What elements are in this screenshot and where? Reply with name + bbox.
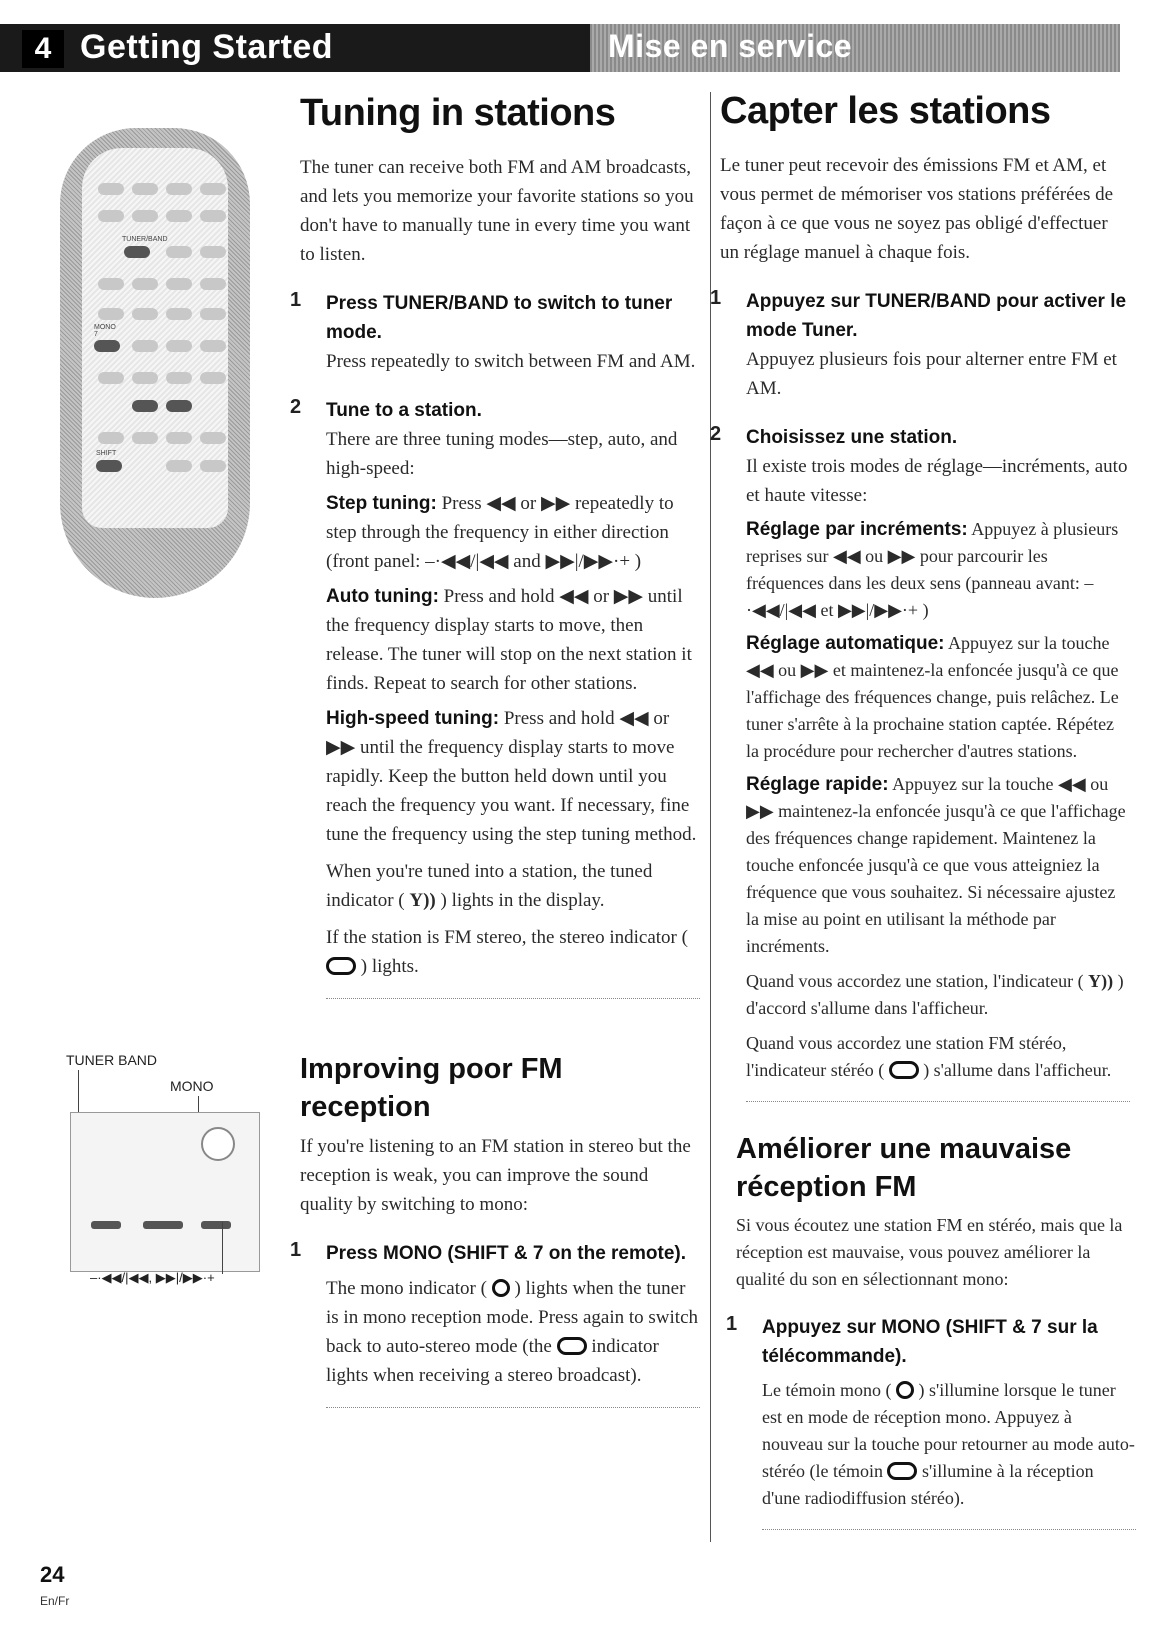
step-body: There are three tuning modes—step, auto, and high-speed: xyxy=(326,429,678,479)
step-title: Press TUNER/BAND to switch to tuner mode. xyxy=(326,293,673,343)
mono-text: The mono indicator ( xyxy=(326,1278,487,1299)
mono-text-end: s'illumine à la réception d'une radiodiffusion stéréo). xyxy=(762,1461,1094,1508)
tuned-text-end: ) d'accord s'allume dans l'afficheur. xyxy=(746,971,1124,1018)
section-rule xyxy=(326,989,700,999)
fm-title-fr: Améliorer une mauvaise réception FM xyxy=(736,1133,1072,1203)
section-title-fr: Mise en service xyxy=(608,28,853,64)
language-code: En/Fr xyxy=(40,1594,70,1608)
mono-text: Le témoin mono ( xyxy=(762,1380,892,1400)
remote-rewind-button xyxy=(132,400,158,412)
fm-intro-fr: Si vous écoutez une station FM en stéréo, mais que la réception est mauvaise, vous pouvez améliorer la qualité du son en sélectionnant mono: xyxy=(736,1215,1123,1289)
step-tuning-label: Step tuning: xyxy=(326,493,437,514)
step-tuning-text: Appuyez à plusieurs reprises sur ◀◀ ou ▶▶ pour parcourir les fréquences dans les deux sens (panneau avant: –·◀◀/|◀◀ et ▶▶|/▶▶·+ ) xyxy=(746,519,1119,620)
french-column xyxy=(710,90,1130,1102)
stereo-indicator-icon xyxy=(889,1061,919,1079)
step-number: 2 xyxy=(710,423,722,445)
remote-tuner-band-label: TUNER/BAND xyxy=(122,236,168,243)
english-column xyxy=(290,92,700,999)
remote-mono-button xyxy=(94,340,120,352)
english-fm-section xyxy=(290,1050,700,1408)
step-1-en xyxy=(290,289,700,376)
remote-shift-button xyxy=(96,460,122,472)
step-number: 1 xyxy=(710,287,722,309)
front-panel-box xyxy=(70,1112,260,1272)
page-number: 24 xyxy=(40,1562,65,1587)
panel-caption: –·◀◀/|◀◀, ▶▶|/▶▶·+ xyxy=(90,1270,215,1285)
step-title: Choisissez une station. xyxy=(746,427,958,448)
fm-intro-en: If you're listening to an FM station in stereo but the reception is weak, you can improve the sound quality by switching to mono: xyxy=(300,1136,691,1215)
tuned-indicator-icon: Y)) xyxy=(409,890,436,911)
tuned-text-end: ) lights in the display. xyxy=(440,890,605,911)
auto-tuning-label: Réglage automatique: xyxy=(746,633,945,654)
title-en: Tuning in stations xyxy=(300,92,616,134)
section-rule xyxy=(326,1398,700,1408)
section-number: 4 xyxy=(22,30,64,68)
mono-text-mid: ) s'illumine lorsque le tuner est en mode de réception mono. Appuyez à nouveau sur la touche pour retourner au mode auto-stéréo (le témoin xyxy=(762,1380,1135,1481)
step-2-fr xyxy=(710,423,1130,1102)
intro-en: The tuner can receive both FM and AM broadcasts, and lets you memorize your favorite stations so you don't have to manually tune in every time you want to listen. xyxy=(300,157,694,265)
panel-mono-label: MONO xyxy=(170,1078,214,1094)
step-number: 2 xyxy=(290,396,302,418)
stereo-indicator-icon xyxy=(887,1462,917,1480)
auto-tuning-text: Press and hold ◀◀ or ▶▶ until the frequency display starts to move, then release. The tuner will stop on the next station it finds. Repeat to search for other stations. xyxy=(326,586,692,694)
remote-mono-label: MONO 7 xyxy=(94,324,116,338)
high-speed-tuning-label: Réglage rapide: xyxy=(746,774,889,795)
high-speed-tuning-text: Appuyez sur la touche ◀◀ ou ▶▶ maintenez-la enfoncée jusqu'à ce que l'affichage des fréquences change rapidement. Maintenez la touche enfoncée jusqu'à ce que vous atteigniez la fréquence que vous souhaitez. Si nécessaire ajustez la mise au point en utilisant la méthode par incréments. xyxy=(746,774,1126,956)
step-tuning-label: Réglage par incréments: xyxy=(746,519,968,540)
step-number: 1 xyxy=(726,1313,738,1335)
step-1-fr xyxy=(710,287,1130,403)
step-title: Appuyez sur TUNER/BAND pour activer le mode Tuner. xyxy=(746,291,1127,341)
fm-step-en xyxy=(290,1239,700,1408)
step-number: 1 xyxy=(290,289,302,311)
mono-indicator-icon xyxy=(896,1381,914,1399)
section-rule xyxy=(746,1092,1130,1102)
auto-tuning-text: Appuyez sur la touche ◀◀ ou ▶▶ et maintenez-la enfoncée jusqu'à ce que l'affichage des fréquences change, puis relâchez. Le tuner s'arrête à la prochaine station captée. Répétez la procédure pour rechercher d'autres stations. xyxy=(746,633,1119,761)
stereo-text: If the station is FM stereo, the stereo indicator ( xyxy=(326,927,688,948)
step-body: Il existe trois modes de réglage—incréments, auto et haute vitesse: xyxy=(746,456,1128,506)
fm-title-en: Improving poor FM reception xyxy=(300,1053,563,1123)
tuned-text: Quand vous accordez une station, l'indicateur ( xyxy=(746,971,1084,991)
remote-tuner-band-button xyxy=(124,246,150,258)
step-body: Press repeatedly to switch between FM and AM. xyxy=(326,351,696,372)
step-number: 1 xyxy=(290,1239,302,1261)
section-rule xyxy=(762,1520,1136,1530)
step-2-en xyxy=(290,396,700,999)
panel-tuner-band-label: TUNER BAND xyxy=(66,1052,158,1068)
stereo-indicator-icon xyxy=(326,957,356,975)
mono-text-mid: ) lights when the tuner is in mono reception mode. Press again to switch back to auto-stereo mode (the xyxy=(326,1278,699,1357)
high-speed-tuning-text: Press and hold ◀◀ or ▶▶ until the frequency display starts to move rapidly. Keep the button held down until you reach the frequency you want. If necessary, fine tune the frequency using the step tuning method. xyxy=(326,708,697,845)
section-title-en: Getting Started xyxy=(80,28,334,66)
intro-fr: Le tuner peut recevoir des émissions FM et AM, et vous permet de mémoriser vos stations préférées de façon à ce que vous ne soyez pas obligé d'effectuer un réglage manuel à chaque fois. xyxy=(720,155,1114,263)
remote-control-illustration xyxy=(60,128,250,598)
remote-fast-forward-button xyxy=(166,400,192,412)
mono-text-end: indicator lights when receiving a stereo broadcast). xyxy=(326,1336,659,1386)
stereo-text-end: ) s'allume dans l'afficheur. xyxy=(923,1060,1112,1080)
page-header xyxy=(0,24,1120,72)
step-tuning-text: Press ◀◀ or ▶▶ repeatedly to step through the frequency in either direction (front panel: –·◀◀/|◀◀ and ▶▶|/▶▶·+ ) xyxy=(326,493,674,572)
mono-indicator-icon xyxy=(492,1279,510,1297)
title-fr: Capter les stations xyxy=(720,90,1051,132)
auto-tuning-label: Auto tuning: xyxy=(326,586,439,607)
step-title: Appuyez sur MONO (SHIFT & 7 sur la télécommande). xyxy=(762,1317,1098,1367)
step-title: Tune to a station. xyxy=(326,400,482,421)
fm-step-fr xyxy=(726,1313,1136,1530)
tuned-indicator-icon: Y)) xyxy=(1088,971,1114,991)
stereo-text-end: ) lights. xyxy=(360,956,419,977)
stereo-text: Quand vous accordez une station FM stéréo, l'indicateur stéréo ( xyxy=(746,1033,1067,1080)
step-title: Press MONO (SHIFT & 7 on the remote). xyxy=(326,1243,686,1264)
high-speed-tuning-label: High-speed tuning: xyxy=(326,708,500,729)
stereo-indicator-icon xyxy=(557,1337,587,1355)
step-body: Appuyez plusieurs fois pour alterner entre FM et AM. xyxy=(746,349,1117,399)
remote-shift-label: SHIFT xyxy=(96,450,117,457)
front-panel-illustration xyxy=(62,1052,262,1292)
french-fm-section xyxy=(726,1130,1136,1530)
tuned-text: When you're tuned into a station, the tuned indicator ( xyxy=(326,861,653,911)
